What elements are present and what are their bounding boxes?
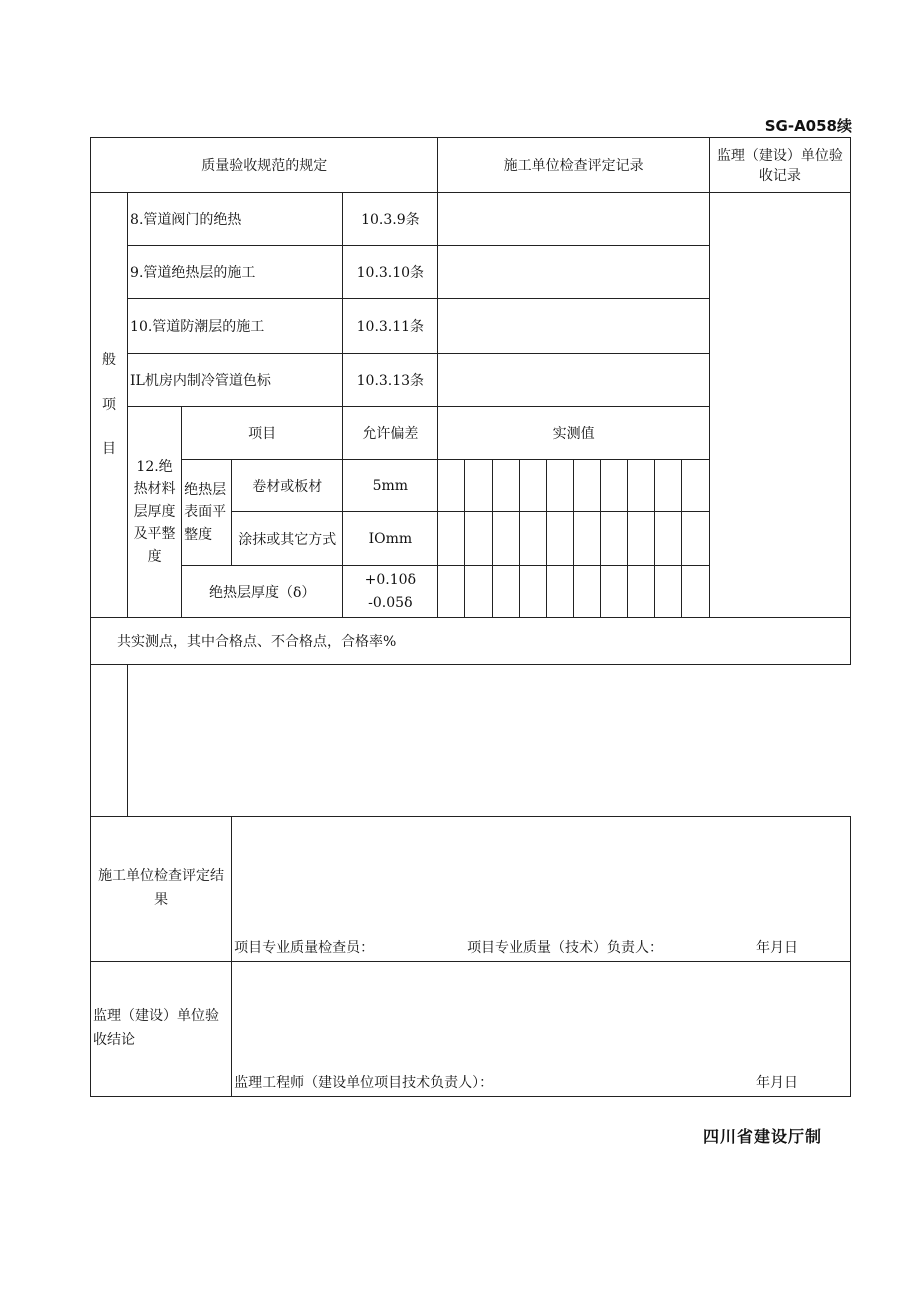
measured-cell[interactable] xyxy=(438,512,465,566)
inspector-label: 项目专业质量检查员： xyxy=(234,940,375,956)
measured-cell[interactable] xyxy=(546,512,573,566)
supervisor-date: 年月日 xyxy=(756,1075,798,1091)
flatness-label: 绝热层表面平整度 xyxy=(182,460,232,566)
supervisor-result-cell[interactable] xyxy=(232,962,851,1097)
measured-cell[interactable] xyxy=(627,566,654,618)
general-label-1: 般 xyxy=(102,351,117,368)
item-clause: 10.3.11条 xyxy=(343,299,438,354)
measured-cell[interactable] xyxy=(438,566,465,618)
footer-issuer: 四川省建设厅制 xyxy=(702,1127,822,1146)
measured-cell[interactable] xyxy=(465,566,492,618)
item-record[interactable] xyxy=(438,299,709,354)
measured-cell[interactable] xyxy=(438,460,465,512)
measured-cell[interactable] xyxy=(654,566,681,618)
thickness-label: 绝热层厚度（δ） xyxy=(182,566,343,618)
measured-cell[interactable] xyxy=(573,512,600,566)
inspection-form xyxy=(90,137,851,1097)
measured-cell[interactable] xyxy=(654,460,681,512)
item-record[interactable] xyxy=(438,193,709,246)
flatness-tolerance-2: IOmm xyxy=(343,512,438,566)
header-contractor-record: 施工单位检查评定记录 xyxy=(438,138,709,193)
thickness-tolerance xyxy=(343,566,438,618)
thickness-tol-plus: +0.10δ xyxy=(364,572,417,589)
item-name: IL机房内制冷管道色标 xyxy=(128,354,343,407)
item-name: 10.管道防潮层的施工 xyxy=(128,299,343,354)
contractor-result-cell[interactable] xyxy=(232,817,851,962)
measured-cell[interactable] xyxy=(600,460,627,512)
form-code: SG-A058续 xyxy=(764,117,852,135)
item-clause: 10.3.10条 xyxy=(343,246,438,299)
thickness-tol-minus: -0.05δ xyxy=(368,594,413,611)
item-clause: 10.3.13条 xyxy=(343,354,438,407)
flatness-tolerance-1: 5mm xyxy=(343,460,438,512)
item-record[interactable] xyxy=(438,354,709,407)
supervisor-signature-line xyxy=(234,1072,848,1092)
supervisor-result-label: 监理（建设）单位验收结论 xyxy=(91,962,232,1097)
responsible-label: 项目专业质量（技术）负责人： xyxy=(467,940,664,956)
blank-block xyxy=(128,665,851,817)
contractor-date: 年月日 xyxy=(755,940,798,956)
general-label-3: 目 xyxy=(102,441,117,458)
general-items-label xyxy=(91,193,128,618)
item-name: 9.管道绝热层的施工 xyxy=(128,246,343,299)
measured-cell[interactable] xyxy=(546,566,573,618)
contractor-result-label: 施工单位检查评定结果 xyxy=(91,817,232,962)
header-supervisor-record: 监理（建设）单位验收记录 xyxy=(709,138,850,193)
summary-text: 共实测点，其中合格点、不合格点，合格率% xyxy=(91,618,851,665)
general-label-2: 项 xyxy=(102,396,117,413)
item-name: 8.管道阀门的绝热 xyxy=(128,193,343,246)
measured-cell[interactable] xyxy=(654,512,681,566)
measured-cell[interactable] xyxy=(546,460,573,512)
measured-cell[interactable] xyxy=(492,566,519,618)
measured-cell[interactable] xyxy=(573,566,600,618)
header-spec: 质量验收规范的规定 xyxy=(91,138,438,193)
blank-cell xyxy=(91,665,128,817)
item12-col-item: 项目 xyxy=(182,407,343,460)
item12-label: 12.绝热材料层厚度及平整度 xyxy=(128,407,182,618)
item12-col-tolerance: 允许偏差 xyxy=(343,407,438,460)
measured-cell[interactable] xyxy=(600,566,627,618)
measured-cell[interactable] xyxy=(519,566,546,618)
item-clause: 10.3.9条 xyxy=(343,193,438,246)
measured-cell[interactable] xyxy=(492,460,519,512)
item-record[interactable] xyxy=(438,246,709,299)
measured-cell[interactable] xyxy=(492,512,519,566)
measured-cell[interactable] xyxy=(573,460,600,512)
measured-cell[interactable] xyxy=(519,512,546,566)
measured-cell[interactable] xyxy=(681,512,709,566)
contractor-signature-line xyxy=(234,937,848,957)
measured-cell[interactable] xyxy=(600,512,627,566)
measured-cell[interactable] xyxy=(627,460,654,512)
flatness-method-2: 涂抹或其它方式 xyxy=(232,512,343,566)
supervisor-record-cell[interactable] xyxy=(709,193,850,618)
engineer-label: 监理工程师（建设单位项目技术负责人）： xyxy=(234,1075,494,1091)
measured-cell[interactable] xyxy=(519,460,546,512)
item12-col-measured: 实测值 xyxy=(438,407,709,460)
measured-cell[interactable] xyxy=(627,512,654,566)
measured-cell[interactable] xyxy=(681,566,709,618)
flatness-method-1: 卷材或板材 xyxy=(232,460,343,512)
measured-cell[interactable] xyxy=(465,460,492,512)
measured-cell[interactable] xyxy=(681,460,709,512)
measured-cell[interactable] xyxy=(465,512,492,566)
